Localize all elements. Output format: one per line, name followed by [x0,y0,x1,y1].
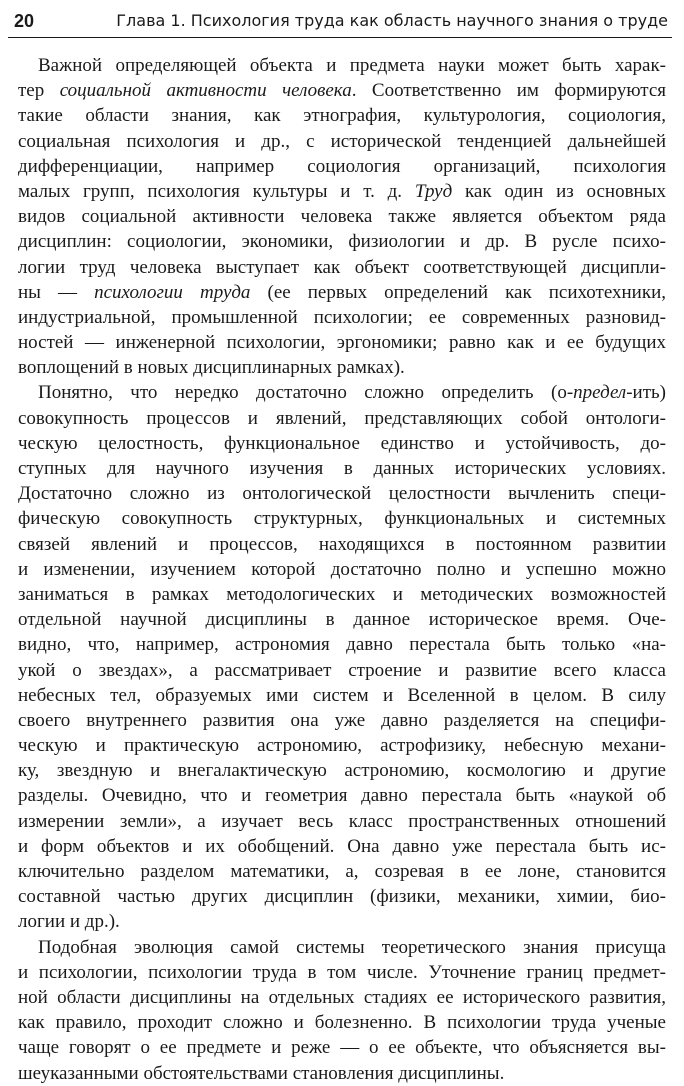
text-run: измерении земли», а изучает весь класс пространственных отношений [18,810,666,832]
text-line [18,758,666,783]
text-run: малых групп, психология культуры и т. д. [18,180,415,202]
text-line [18,78,666,103]
text-line [18,582,666,607]
body-text [18,53,666,1086]
text-run: ключительно разделом математики, а, созревая в ее лоне, становится [18,861,666,882]
text-line [18,305,666,330]
text-run: ной области дисциплины на отдельных стадиях ее исторического развития, [18,986,666,1008]
text-line [18,783,666,808]
text-line [18,960,666,985]
text-line [18,103,666,128]
italic-term: социальной активности человека [59,80,352,102]
text-run: отдельной научной дисциплины в данное историческое время. Оче- [18,609,666,631]
text-run: заниматься в рамках методологических и методических возможностей [18,583,666,605]
text-run: и психологии, психологии труда в том числе. Уточнение границ предмет- [18,961,666,983]
text-run: небесных тел, образуемых ими систем и Вселенной в целом. В силу [18,684,666,706]
text-line [18,456,666,481]
header-rule [8,37,672,38]
text-run: -ить) [626,382,666,404]
text-line [18,708,666,733]
text-run: своего внутреннего развития она уже давно разделяется на специфи- [18,709,666,731]
paragraph [18,380,666,934]
text-run: воплощений в новых дисциплинарных рамках). [18,357,405,379]
text-line [18,834,666,859]
text-run: ческую целостность, функциональное единство и устойчивость, до- [18,432,666,454]
text-line [18,658,666,683]
text-run: Подобная эволюция самой системы теоретического знания присуща [38,936,666,958]
italic-term: предел [573,382,627,404]
text-line [18,255,666,280]
text-line [18,884,666,909]
text-line [18,229,666,254]
text-line [18,53,666,78]
text-run: дифференциации, например социология организаций, психология [18,155,666,177]
text-line [18,355,666,380]
text-run: как один из основных [452,180,666,202]
text-line [18,380,666,405]
text-run: социальная психология и др., с исторической тенденцией дальнейшей [18,130,666,152]
text-run: логии и др.). [18,911,120,933]
text-run: ку, звездную и внегалактическую астрономию, космологию и другие [18,760,666,782]
text-run: составной частью других дисциплин (физики, механики, химии, био- [18,886,666,908]
text-run: связей явлений и процессов, находящихся в постоянном развитии [18,533,666,555]
text-run: укой о звездах», а рассматривает строение и развитие всего класса [18,659,666,681]
text-line [18,506,666,531]
page-number: 20 [14,11,35,31]
italic-term: психологии труда [94,281,251,303]
running-head: Глава 1. Психология труда как область научного знания о труде [116,11,668,30]
text-line [18,557,666,582]
text-run: фическую совокупность структурных, функциональных и системных [18,508,666,530]
text-run: (ее первых определений как психотехники, [250,281,667,303]
text-line [18,204,666,229]
paragraph [18,53,666,380]
text-line [18,406,666,431]
text-line [18,1035,666,1060]
text-line [18,859,666,884]
italic-term: Труд [414,180,453,202]
paragraph [18,935,666,1086]
text-line [18,607,666,632]
text-line [18,733,666,758]
text-run: логии труд человека выступает как объект соответствующей дисципли- [18,256,666,278]
text-run: ческую и практическую астрономию, астрофизику, небесную механи- [18,735,666,757]
text-run: совокупность процессов и явлений, представляющих собой онтологи- [18,407,666,429]
text-run: и изменении, изучением которой достаточно полно и успешно можно [18,558,666,580]
text-run: ны — [18,281,95,303]
page-header [8,7,672,35]
text-run: видно, что, например, астрономия давно перестала быть только «на- [18,634,666,656]
text-line [18,129,666,154]
text-line [18,280,666,305]
text-run: Достаточно сложно из онтологической целостности вычленить специ- [18,483,666,505]
text-run: . Соответственно им формируются [351,80,666,102]
text-run: как правило, проходит сложно и болезненно. В психологии труда ученые [18,1012,666,1034]
text-line [18,1010,666,1035]
text-line [18,632,666,657]
text-run: ностей — инженерной психологии, эргономики; равно как и ее будущих [18,332,666,354]
text-run: Важной определяющей объекта и предмета науки может быть харак- [38,55,666,76]
text-run: видов социальной активности человека также является объектом ряда [18,206,666,228]
text-line [18,985,666,1010]
text-run: тер [18,80,60,102]
text-run: и форм объектов и их обобщений. Она давно уже перестала быть ис- [18,835,666,857]
text-run: чаще говорят о ее предмете и реже — о ее объекте, что объясняется вы- [18,1037,666,1059]
text-line [18,330,666,355]
text-run: Понятно, что нередко достаточно сложно определить (о- [38,382,574,404]
text-run: разделы. Очевидно, что и геометрия давно перестала быть «наукой об [18,785,666,807]
text-line [18,179,666,204]
text-line [18,935,666,960]
text-line [18,809,666,834]
text-line [18,909,666,934]
text-line [18,1061,666,1086]
text-line [18,154,666,179]
text-line [18,683,666,708]
text-line [18,532,666,557]
text-run: индустриальной, промышленной психологии; ее современных разновид- [18,306,666,328]
text-run: такие области знания, как этнография, культурология, социология, [18,105,666,127]
text-run: дисциплин: социологии, экономики, физиологии и др. В русле психо- [18,231,666,253]
text-line [18,431,666,456]
text-run: шеуказанными обстоятельствами становления дисциплины. [18,1062,505,1084]
text-line [18,481,666,506]
text-run: ступных для научного изучения в данных исторических условиях. [18,458,666,479]
